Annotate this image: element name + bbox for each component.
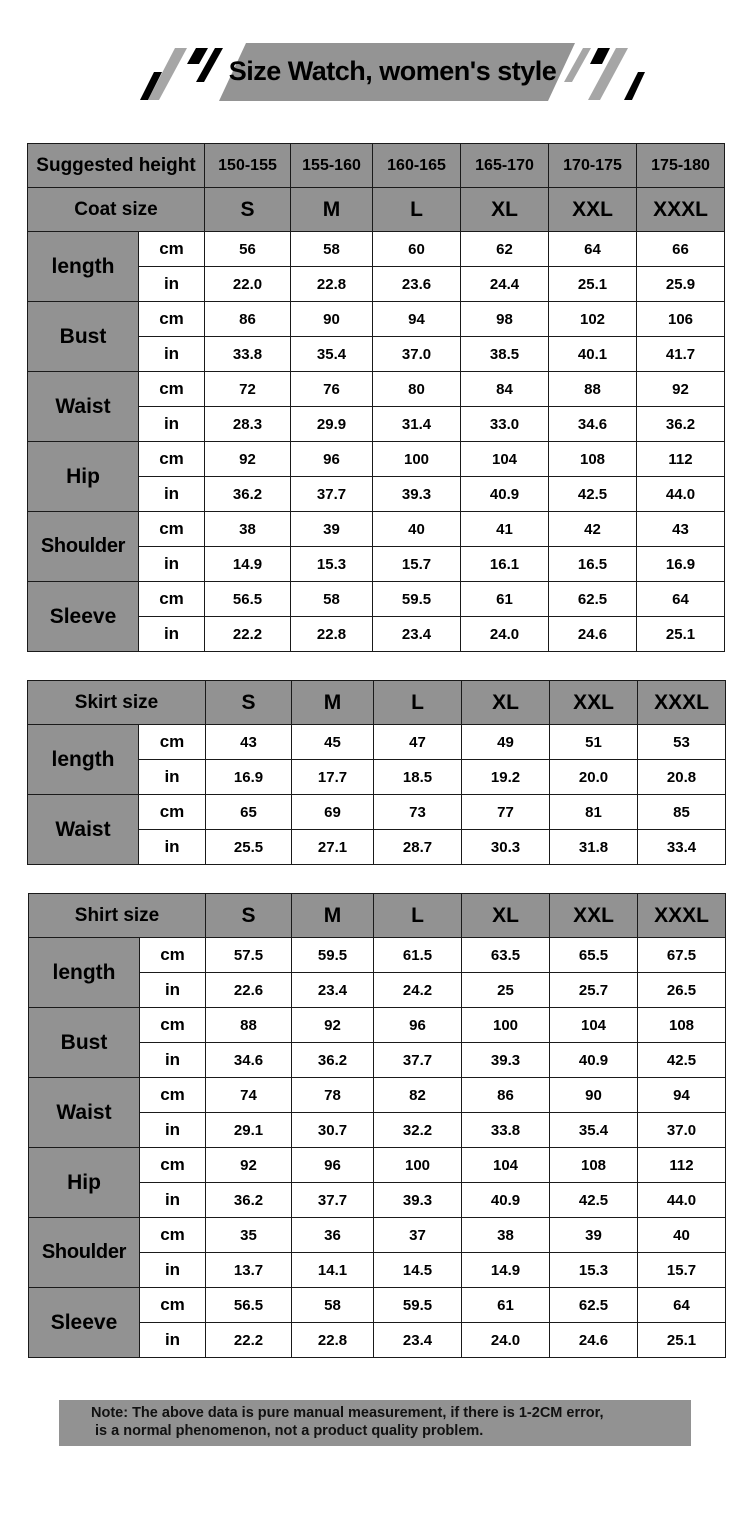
- table-cell: 27.1: [292, 830, 374, 865]
- metric-label: Waist: [29, 1078, 140, 1148]
- table-cell: 67.5: [638, 938, 726, 973]
- table-cell: 15.7: [373, 547, 461, 582]
- skirt-size-label: Skirt size: [28, 681, 206, 725]
- table-cell: 43: [637, 512, 725, 547]
- table-cell: 44.0: [638, 1183, 726, 1218]
- stripe-left-3: [187, 48, 208, 64]
- table-cell: 53: [638, 725, 726, 760]
- table-cell: 24.4: [461, 267, 549, 302]
- table-cell: 44.0: [637, 477, 725, 512]
- unit-cm: cm: [139, 512, 205, 547]
- size-row: [28, 188, 725, 232]
- table-cell: 96: [374, 1008, 462, 1043]
- table-cell: 104: [461, 442, 549, 477]
- table-cell: 33.4: [638, 830, 726, 865]
- table-cell: 77: [462, 795, 550, 830]
- table-cell: 16.9: [206, 760, 292, 795]
- table-cell: 82: [374, 1078, 462, 1113]
- table-row: [28, 442, 725, 477]
- size-header: XXXL: [638, 681, 726, 725]
- page-title: Size Watch, women's style: [228, 56, 557, 86]
- table-row: [28, 232, 725, 267]
- table-cell: 35: [206, 1218, 292, 1253]
- table-cell: 33.8: [205, 337, 291, 372]
- table-row: [29, 1078, 726, 1113]
- coat-size-table: [27, 143, 725, 652]
- table-cell: 42: [549, 512, 637, 547]
- table-cell: 22.6: [206, 973, 292, 1008]
- stripe-right-4: [624, 72, 645, 100]
- table-cell: 64: [637, 582, 725, 617]
- table-cell: 73: [374, 795, 462, 830]
- table-row: [29, 1148, 726, 1183]
- table-cell: 30.7: [292, 1113, 374, 1148]
- unit-in: in: [140, 1253, 206, 1288]
- table-cell: 78: [292, 1078, 374, 1113]
- size-row: [28, 681, 726, 725]
- unit-in: in: [140, 973, 206, 1008]
- table-cell: 98: [461, 302, 549, 337]
- size-header: M: [292, 894, 374, 938]
- table-cell: 56.5: [205, 582, 291, 617]
- table-cell: 30.3: [462, 830, 550, 865]
- table-cell: 40.9: [550, 1043, 638, 1078]
- size-header: XXXL: [638, 894, 726, 938]
- table-cell: 40: [638, 1218, 726, 1253]
- table-cell: 61: [462, 1288, 550, 1323]
- unit-in: in: [139, 337, 205, 372]
- table-cell: 37.7: [291, 477, 373, 512]
- unit-cm: cm: [140, 1078, 206, 1113]
- table-cell: 96: [292, 1148, 374, 1183]
- table-cell: 108: [549, 442, 637, 477]
- table-cell: 36.2: [637, 407, 725, 442]
- table-row: [29, 938, 726, 973]
- table-cell: 63.5: [462, 938, 550, 973]
- table-row: [29, 1008, 726, 1043]
- height-range: 175-180: [637, 144, 725, 188]
- table-cell: 36.2: [205, 477, 291, 512]
- table-cell: 102: [549, 302, 637, 337]
- table-cell: 59.5: [292, 938, 374, 973]
- table-cell: 25.7: [550, 973, 638, 1008]
- table-cell: 22.2: [206, 1323, 292, 1358]
- table-cell: 92: [292, 1008, 374, 1043]
- unit-cm: cm: [140, 938, 206, 973]
- table-cell: 25.1: [638, 1323, 726, 1358]
- table-cell: 88: [549, 372, 637, 407]
- table-cell: 15.3: [291, 547, 373, 582]
- unit-in: in: [139, 267, 205, 302]
- size-header: L: [373, 188, 461, 232]
- table-cell: 60: [373, 232, 461, 267]
- table-row: [28, 582, 725, 617]
- table-cell: 28.7: [374, 830, 462, 865]
- size-header: XL: [461, 188, 549, 232]
- unit-cm: cm: [139, 372, 205, 407]
- unit-cm: cm: [140, 1218, 206, 1253]
- size-header: XL: [462, 681, 550, 725]
- table-cell: 23.4: [373, 617, 461, 652]
- table-cell: 100: [374, 1148, 462, 1183]
- table-cell: 31.4: [373, 407, 461, 442]
- table-cell: 92: [206, 1148, 292, 1183]
- height-row: [28, 144, 725, 188]
- unit-cm: cm: [139, 582, 205, 617]
- skirt-size-table: [27, 680, 726, 865]
- table-cell: 33.0: [461, 407, 549, 442]
- table-cell: 24.6: [549, 617, 637, 652]
- table-cell: 85: [638, 795, 726, 830]
- size-header: L: [374, 681, 462, 725]
- table-cell: 17.7: [292, 760, 374, 795]
- size-header: M: [292, 681, 374, 725]
- table-cell: 84: [461, 372, 549, 407]
- table-cell: 59.5: [374, 1288, 462, 1323]
- table-cell: 37: [374, 1218, 462, 1253]
- table-cell: 72: [205, 372, 291, 407]
- table-cell: 112: [638, 1148, 726, 1183]
- table-cell: 100: [462, 1008, 550, 1043]
- table-row: [29, 1288, 726, 1323]
- unit-in: in: [139, 407, 205, 442]
- metric-label: Waist: [28, 795, 139, 865]
- table-cell: 40.1: [549, 337, 637, 372]
- table-cell: 86: [205, 302, 291, 337]
- note-line-2: is a normal phenomenon, not a product quality problem.: [95, 1423, 484, 1439]
- table-cell: 38: [462, 1218, 550, 1253]
- table-cell: 58: [291, 582, 373, 617]
- table-cell: 43: [206, 725, 292, 760]
- table-cell: 106: [637, 302, 725, 337]
- unit-cm: cm: [139, 725, 206, 760]
- table-cell: 90: [550, 1078, 638, 1113]
- stripe-right-2: [590, 48, 610, 64]
- size-header: S: [206, 894, 292, 938]
- metric-label: length: [28, 725, 139, 795]
- table-cell: 62.5: [549, 582, 637, 617]
- table-cell: 23.6: [373, 267, 461, 302]
- table-cell: 58: [292, 1288, 374, 1323]
- suggested-height-label: Suggested height: [28, 144, 205, 188]
- table-cell: 76: [291, 372, 373, 407]
- table-cell: 51: [550, 725, 638, 760]
- metric-label: Bust: [28, 302, 139, 372]
- size-header: S: [206, 681, 292, 725]
- shirt-size-table: [28, 893, 726, 1358]
- table-cell: 112: [637, 442, 725, 477]
- unit-in: in: [140, 1183, 206, 1218]
- metric-label: Shoulder: [29, 1218, 140, 1288]
- table-cell: 58: [291, 232, 373, 267]
- table-cell: 14.5: [374, 1253, 462, 1288]
- unit-in: in: [140, 1323, 206, 1358]
- table-cell: 25.5: [206, 830, 292, 865]
- unit-cm: cm: [140, 1008, 206, 1043]
- table-cell: 15.3: [550, 1253, 638, 1288]
- table-cell: 61.5: [374, 938, 462, 973]
- table-cell: 65.5: [550, 938, 638, 973]
- unit-cm: cm: [139, 232, 205, 267]
- table-cell: 64: [638, 1288, 726, 1323]
- table-row: [28, 512, 725, 547]
- metric-label: Bust: [29, 1008, 140, 1078]
- table-cell: 37.0: [373, 337, 461, 372]
- table-cell: 18.5: [374, 760, 462, 795]
- unit-in: in: [139, 830, 206, 865]
- unit-in: in: [140, 1113, 206, 1148]
- table-cell: 59.5: [373, 582, 461, 617]
- table-cell: 22.0: [205, 267, 291, 302]
- table-cell: 22.8: [292, 1323, 374, 1358]
- table-cell: 108: [550, 1148, 638, 1183]
- table-cell: 25.9: [637, 267, 725, 302]
- table-cell: 57.5: [206, 938, 292, 973]
- table-cell: 16.9: [637, 547, 725, 582]
- table-cell: 31.8: [550, 830, 638, 865]
- table-cell: 42.5: [549, 477, 637, 512]
- table-cell: 90: [291, 302, 373, 337]
- table-cell: 14.9: [462, 1253, 550, 1288]
- table-cell: 28.3: [205, 407, 291, 442]
- table-cell: 15.7: [638, 1253, 726, 1288]
- table-cell: 34.6: [206, 1043, 292, 1078]
- table-cell: 94: [373, 302, 461, 337]
- table-cell: 42.5: [638, 1043, 726, 1078]
- table-cell: 19.2: [462, 760, 550, 795]
- table-cell: 23.4: [374, 1323, 462, 1358]
- table-cell: 24.2: [374, 973, 462, 1008]
- table-cell: 25: [462, 973, 550, 1008]
- table-cell: 40: [373, 512, 461, 547]
- table-cell: 74: [206, 1078, 292, 1113]
- table-cell: 56.5: [206, 1288, 292, 1323]
- size-header: XXL: [549, 188, 637, 232]
- table-cell: 24.0: [461, 617, 549, 652]
- table-row: [28, 302, 725, 337]
- table-cell: 22.2: [205, 617, 291, 652]
- unit-cm: cm: [139, 795, 206, 830]
- table-cell: 108: [638, 1008, 726, 1043]
- table-cell: 94: [638, 1078, 726, 1113]
- table-row: [28, 372, 725, 407]
- table-cell: 104: [550, 1008, 638, 1043]
- size-header: L: [374, 894, 462, 938]
- size-header: XXXL: [637, 188, 725, 232]
- metric-label: Sleeve: [28, 582, 139, 652]
- table-cell: 36.2: [206, 1183, 292, 1218]
- table-cell: 49: [462, 725, 550, 760]
- unit-in: in: [139, 477, 205, 512]
- table-cell: 65: [206, 795, 292, 830]
- coat-size-label: Coat size: [28, 188, 205, 232]
- metric-label: Hip: [28, 442, 139, 512]
- table-row: [28, 795, 726, 830]
- unit-cm: cm: [139, 442, 205, 477]
- table-row: [28, 725, 726, 760]
- metric-label: length: [28, 232, 139, 302]
- table-cell: 35.4: [291, 337, 373, 372]
- table-cell: 29.1: [206, 1113, 292, 1148]
- table-cell: 62.5: [550, 1288, 638, 1323]
- table-cell: 96: [291, 442, 373, 477]
- table-cell: 64: [549, 232, 637, 267]
- table-cell: 13.7: [206, 1253, 292, 1288]
- table-cell: 26.5: [638, 973, 726, 1008]
- table-cell: 47: [374, 725, 462, 760]
- metric-label: Waist: [28, 372, 139, 442]
- size-header: S: [205, 188, 291, 232]
- unit-cm: cm: [139, 302, 205, 337]
- title-banner: [140, 42, 645, 102]
- height-range: 155-160: [291, 144, 373, 188]
- table-cell: 92: [205, 442, 291, 477]
- table-cell: 14.1: [292, 1253, 374, 1288]
- table-cell: 16.1: [461, 547, 549, 582]
- table-cell: 40.9: [462, 1183, 550, 1218]
- metric-label: Shoulder: [28, 512, 139, 582]
- size-row: [29, 894, 726, 938]
- size-header: M: [291, 188, 373, 232]
- size-header: XL: [462, 894, 550, 938]
- table-cell: 86: [462, 1078, 550, 1113]
- table-cell: 39: [550, 1218, 638, 1253]
- table-cell: 39.3: [374, 1183, 462, 1218]
- table-cell: 37.7: [292, 1183, 374, 1218]
- table-cell: 34.6: [549, 407, 637, 442]
- table-cell: 36: [292, 1218, 374, 1253]
- table-cell: 33.8: [462, 1113, 550, 1148]
- metric-label: length: [29, 938, 140, 1008]
- table-cell: 69: [292, 795, 374, 830]
- unit-in: in: [140, 1043, 206, 1078]
- shirt-size-label: Shirt size: [29, 894, 206, 938]
- table-cell: 25.1: [637, 617, 725, 652]
- unit-in: in: [139, 547, 205, 582]
- table-cell: 39: [291, 512, 373, 547]
- table-cell: 36.2: [292, 1043, 374, 1078]
- metric-label: Hip: [29, 1148, 140, 1218]
- table-cell: 39.3: [462, 1043, 550, 1078]
- unit-in: in: [139, 760, 206, 795]
- table-cell: 41.7: [637, 337, 725, 372]
- table-cell: 23.4: [292, 973, 374, 1008]
- table-cell: 25.1: [549, 267, 637, 302]
- table-cell: 62: [461, 232, 549, 267]
- table-cell: 100: [373, 442, 461, 477]
- table-cell: 45: [292, 725, 374, 760]
- table-cell: 39.3: [373, 477, 461, 512]
- metric-label: Sleeve: [29, 1288, 140, 1358]
- table-cell: 37.7: [374, 1043, 462, 1078]
- table-cell: 37.0: [638, 1113, 726, 1148]
- table-cell: 38: [205, 512, 291, 547]
- table-cell: 81: [550, 795, 638, 830]
- table-cell: 38.5: [461, 337, 549, 372]
- height-range: 165-170: [461, 144, 549, 188]
- table-cell: 104: [462, 1148, 550, 1183]
- table-cell: 14.9: [205, 547, 291, 582]
- table-cell: 24.0: [462, 1323, 550, 1358]
- size-header: XXL: [550, 681, 638, 725]
- table-cell: 22.8: [291, 617, 373, 652]
- table-cell: 32.2: [374, 1113, 462, 1148]
- table-cell: 92: [637, 372, 725, 407]
- table-cell: 66: [637, 232, 725, 267]
- measurement-note: [59, 1400, 691, 1446]
- table-cell: 35.4: [550, 1113, 638, 1148]
- table-cell: 29.9: [291, 407, 373, 442]
- table-cell: 80: [373, 372, 461, 407]
- size-header: XXL: [550, 894, 638, 938]
- unit-cm: cm: [140, 1288, 206, 1323]
- note-line-1: Note: The above data is pure manual measurement, if there is 1-2CM error,: [91, 1405, 604, 1421]
- table-cell: 41: [461, 512, 549, 547]
- height-range: 150-155: [205, 144, 291, 188]
- table-cell: 40.9: [461, 477, 549, 512]
- height-range: 170-175: [549, 144, 637, 188]
- table-cell: 61: [461, 582, 549, 617]
- stripe-right-3: [588, 48, 628, 100]
- table-cell: 88: [206, 1008, 292, 1043]
- table-cell: 16.5: [549, 547, 637, 582]
- height-range: 160-165: [373, 144, 461, 188]
- table-cell: 56: [205, 232, 291, 267]
- unit-in: in: [139, 617, 205, 652]
- table-cell: 42.5: [550, 1183, 638, 1218]
- unit-cm: cm: [140, 1148, 206, 1183]
- table-row: [29, 1218, 726, 1253]
- table-cell: 20.0: [550, 760, 638, 795]
- table-cell: 22.8: [291, 267, 373, 302]
- table-cell: 24.6: [550, 1323, 638, 1358]
- table-cell: 20.8: [638, 760, 726, 795]
